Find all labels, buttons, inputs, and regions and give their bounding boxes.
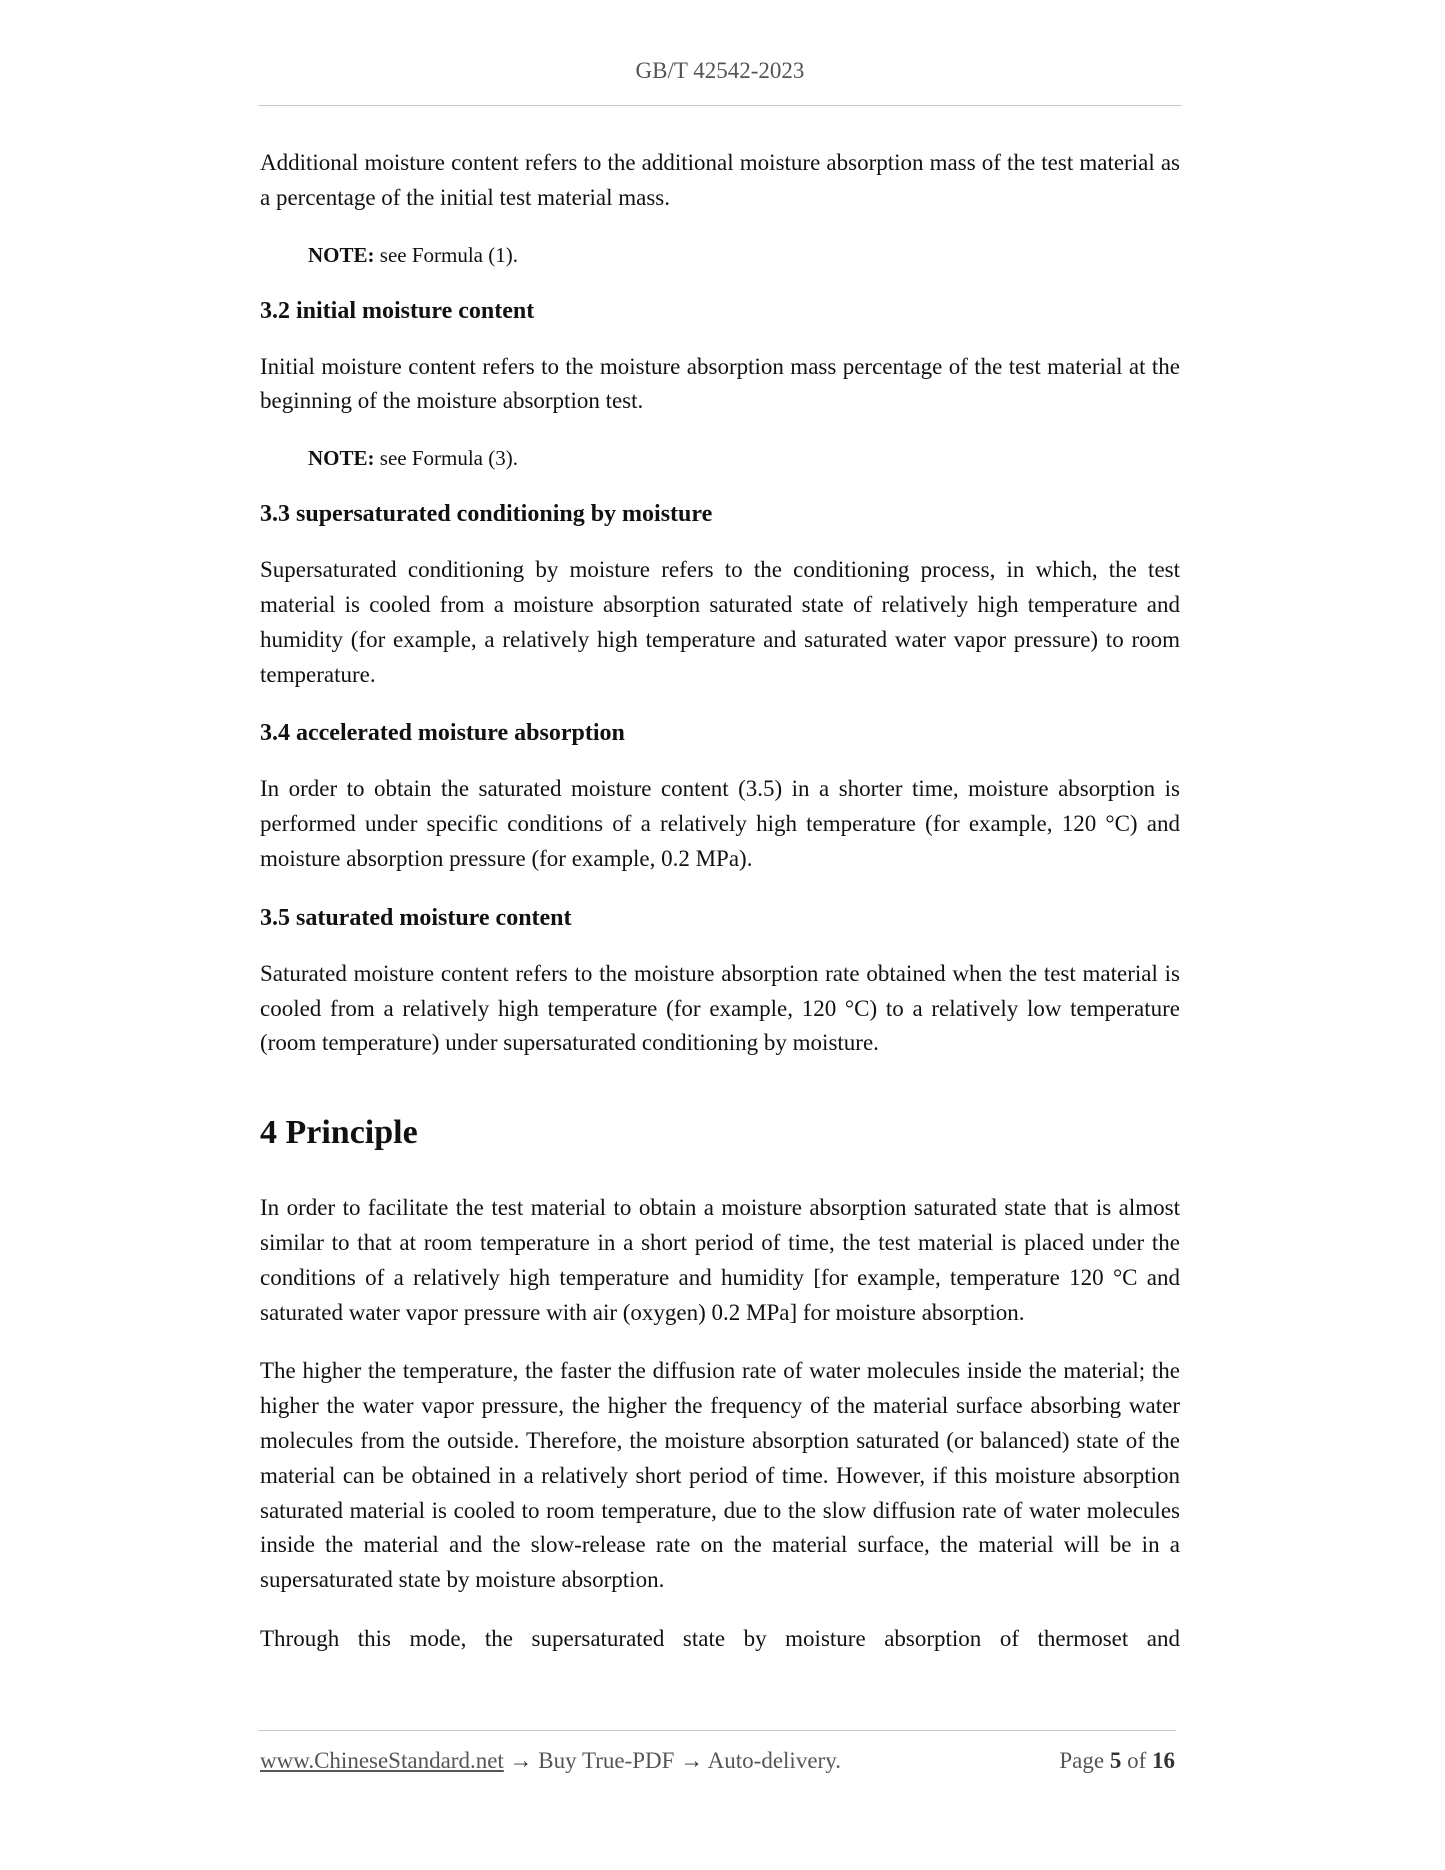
- principle-paragraph-1: In order to facilitate the test material to obtain a moisture absorption saturated state that is almost similar to that at room temperature in a short period of time, the test material is placed under the conditions of a relatively high temperature and humidity [for example, temperature 120 °C and saturated water vapor pressure with air (oxygen) 0.2 MPa] for moisture absorption.: [260, 1195, 1180, 1325]
- term-definition-3-4: In order to obtain the saturated moisture content (3.5) in a shorter time, moisture absorption is performed under specific conditions of a relatively high temperature (for example, 120 °C) and moisture absorption pressure (for example, 0.2 MPa).: [260, 776, 1180, 871]
- note-formula-3: [308, 443, 1180, 473]
- page-body: [260, 146, 1180, 1681]
- footer-divider: [258, 1730, 1176, 1731]
- page-word: Page: [1059, 1748, 1105, 1773]
- term-definition-3-2: Initial moisture content refers to the moisture absorption mass percentage of the test material at the beginning of the moisture absorption test.: [260, 353, 1180, 414]
- footer-promo: [260, 1748, 841, 1774]
- page-number: [1059, 1748, 1175, 1774]
- header-divider: [258, 105, 1182, 106]
- site-link[interactable]: www.ChineseStandard.net: [260, 1748, 504, 1773]
- of-word: of: [1127, 1748, 1147, 1773]
- principle-paragraph-2: The higher the temperature, the faster the diffusion rate of water molecules inside the material; the higher the water vapor pressure, the higher the frequency of the material surface absorbing water molecules from the outside. Therefore, the moisture absorption saturated (or balanced) state of the material can be obtained in a relatively short period of time. However, if this moisture absorption saturated material is cooled to room temperature, due to the slow diffusion rate of water molecules inside the material and the slow-release rate on the material surface, the material will be in a supersaturated state by moisture absorption.: [260, 1358, 1180, 1593]
- arrow-right-icon: →: [509, 1748, 533, 1773]
- term-heading-3-4: 3.4 accelerated moisture absorption: [260, 720, 625, 747]
- auto-delivery-text: Auto-delivery.: [707, 1748, 841, 1773]
- term-heading-3-2: 3.2 initial moisture content: [260, 297, 535, 324]
- note-label: NOTE:: [308, 242, 375, 267]
- note-formula-1: [308, 240, 1180, 270]
- term-heading-3-5: 3.5 saturated moisture content: [260, 904, 572, 931]
- term-heading-3-3: 3.3 supersaturated conditioning by moisture: [260, 501, 713, 528]
- intro-paragraph: Additional moisture content refers to the additional moisture absorption mass of the test material as a percentage of the initial test material mass.: [260, 150, 1180, 210]
- buy-pdf-text: Buy True-PDF: [538, 1748, 675, 1773]
- note-text: see Formula (3).: [374, 446, 518, 471]
- term-definition-3-5: Saturated moisture content refers to the moisture absorption rate obtained when the test material is cooled from a relatively high temperature (for example, 120 °C) to a relatively low temperature (room temperature) under supersaturated conditioning by moisture.: [260, 960, 1180, 1056]
- note-label: NOTE:: [308, 446, 375, 471]
- term-definition-3-3: Supersaturated conditioning by moisture refers to the conditioning process, in which, the test material is cooled from a moisture absorption saturated state of relatively high temperature and humidity (for example, a relatively high temperature and saturated water vapor pressure) to room temperature.: [260, 557, 1180, 687]
- arrow-right-icon: →: [680, 1748, 704, 1773]
- principle-paragraph-3: Through this mode, the supersaturated state by moisture absorption of thermoset and: [260, 1625, 1180, 1651]
- running-header: GB/T 42542-2023: [635, 58, 805, 83]
- page-total: 16: [1152, 1748, 1175, 1773]
- section-heading-principle: 4 Principle: [260, 1114, 418, 1152]
- note-text: see Formula (1).: [374, 242, 518, 267]
- page-current: 5: [1109, 1748, 1122, 1773]
